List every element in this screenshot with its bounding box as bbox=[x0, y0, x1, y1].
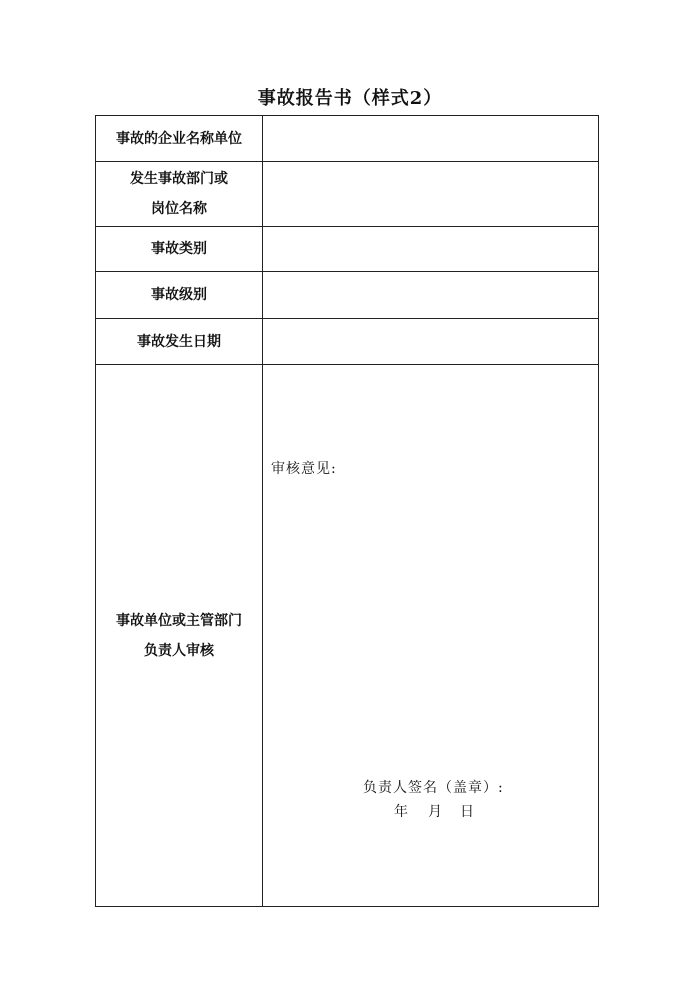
accident-report-form bbox=[95, 115, 599, 907]
form-row-accident-date bbox=[96, 319, 599, 365]
label-text: 岗位名称 bbox=[151, 201, 207, 217]
form-row-review bbox=[96, 365, 599, 907]
label-accident-level bbox=[96, 272, 263, 319]
value-accident-level[interactable] bbox=[263, 272, 599, 319]
label-text: 事故的企业名称单位 bbox=[116, 130, 242, 147]
label-text: 事故类别 bbox=[151, 241, 207, 257]
label-text: 发生事故部门或 bbox=[130, 171, 228, 187]
label-review bbox=[96, 365, 263, 907]
value-department[interactable] bbox=[263, 162, 599, 227]
label-text: 事故发生日期 bbox=[137, 333, 221, 350]
review-opinion-area[interactable] bbox=[263, 365, 599, 907]
label-text: 事故单位或主管部门 bbox=[116, 612, 242, 629]
date-day-label: 日 bbox=[460, 804, 474, 820]
form-row-accident-category bbox=[96, 227, 599, 272]
value-company-name[interactable] bbox=[263, 116, 599, 162]
date-year-label: 年 bbox=[394, 804, 408, 820]
review-opinion-label: 审核意见: bbox=[271, 461, 337, 477]
signature-label: 负责人签名（盖章）: bbox=[363, 780, 504, 796]
signature-date bbox=[394, 801, 474, 821]
document-title: 事故报告书（样式2） bbox=[257, 88, 443, 109]
form-row-accident-level bbox=[96, 272, 599, 319]
label-accident-category bbox=[96, 227, 263, 272]
value-accident-category[interactable] bbox=[263, 227, 599, 272]
label-text: 负责人审核 bbox=[144, 642, 214, 659]
value-accident-date[interactable] bbox=[263, 319, 599, 365]
form-row-department bbox=[96, 162, 599, 227]
date-month-label: 月 bbox=[428, 804, 442, 820]
label-accident-date bbox=[96, 319, 263, 365]
form-row-company-name bbox=[96, 116, 599, 162]
label-department bbox=[96, 162, 263, 227]
label-company-name bbox=[96, 116, 263, 162]
label-text: 事故级别 bbox=[151, 287, 207, 303]
